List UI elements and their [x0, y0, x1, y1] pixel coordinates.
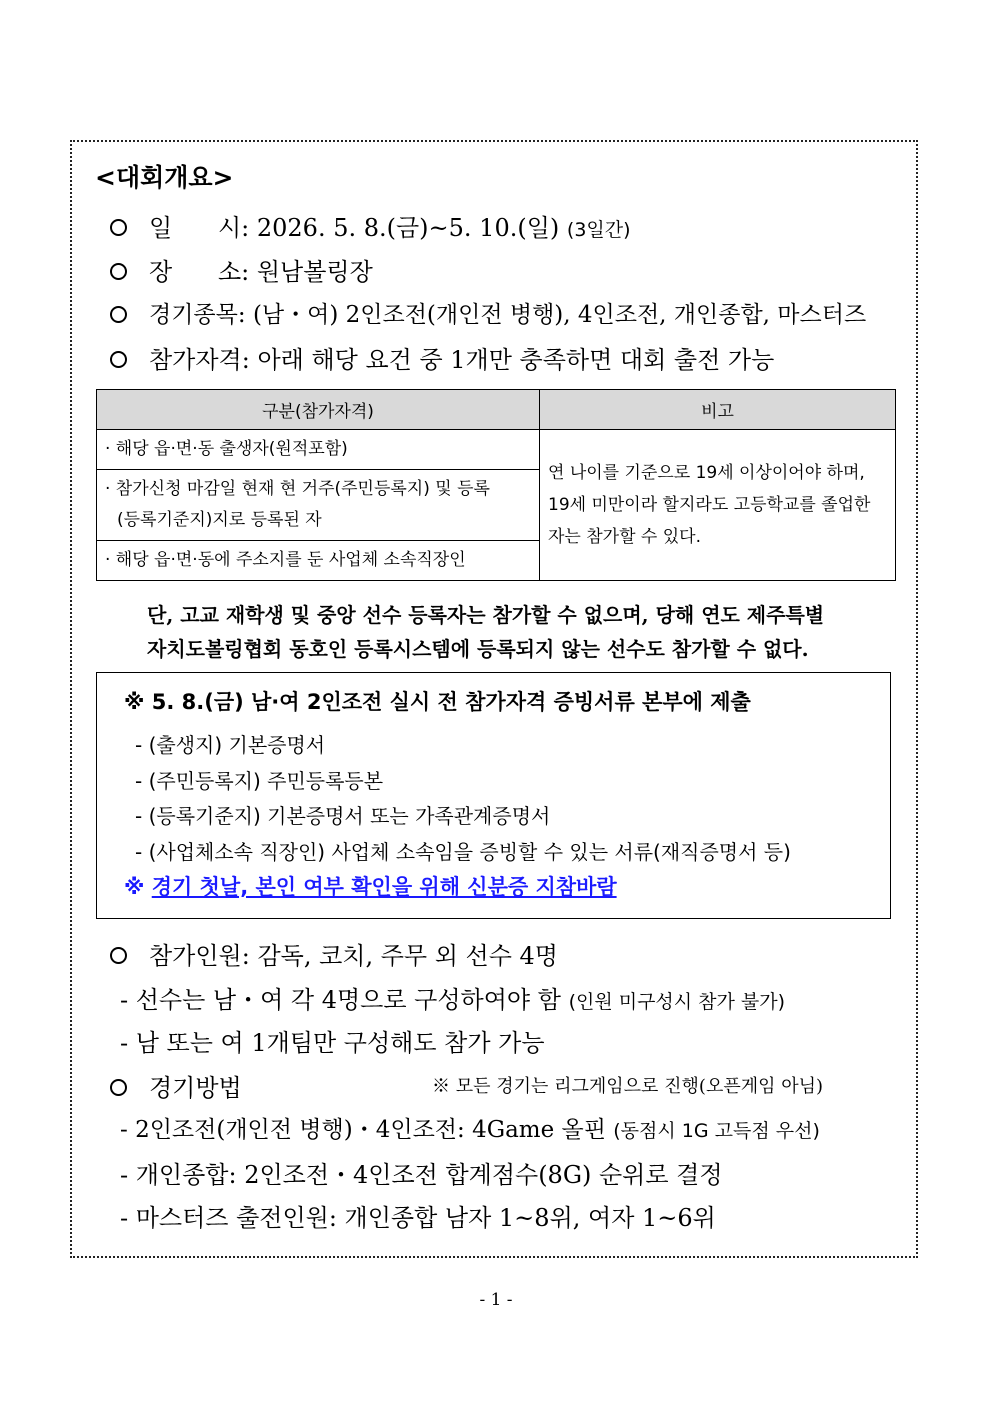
- method-line-1: [120, 1111, 820, 1144]
- circle-bullet-icon: [110, 1079, 127, 1096]
- participants-line-2: - 남 또는 여 1개팀만 구성해도 참가 가능: [120, 1029, 545, 1057]
- row-birthplace: · 해당 읍·면·동 출생자(원적포함): [105, 439, 348, 459]
- note-line: 자는 참가할 수 있다.: [548, 527, 701, 547]
- method-line-2: - 개인종합: 2인조전・4인조전 합계점수(8G) 순위로 결정: [120, 1161, 723, 1189]
- eligibility-label: 참가자격:: [149, 346, 250, 374]
- document-item: - (등록기준지) 기본증명서 또는 가족관계증명서: [135, 804, 551, 828]
- table-row: [97, 430, 540, 470]
- document-item: - (사업체소속 직장인) 사업체 소속임을 증빙할 수 있는 서류(재직증명서 등): [135, 840, 791, 864]
- restriction-note: [147, 598, 899, 666]
- eligibility-value: 아래 해당 요건 중 1개만 충족하면 대회 출전 가능: [257, 346, 775, 374]
- participants-value: 감독, 코치, 주무 외 선수 4명: [257, 942, 558, 970]
- schedule-value: 2026. 5. 8.(금)~5. 10.(일): [256, 214, 560, 242]
- participants-line-1: [120, 980, 785, 1015]
- restriction-line: 단, 고교 재학생 및 중앙 선수 등록자는 참가할 수 없으며, 당해 연도 제주특별: [147, 603, 825, 627]
- circle-bullet-icon: [110, 947, 127, 964]
- row-residence-cont: (등록기준지)지로 등록된 자: [117, 510, 322, 530]
- table-row: [97, 541, 540, 581]
- method-row: [110, 1068, 242, 1103]
- table-note-cell: [540, 430, 896, 581]
- circle-bullet-icon: [110, 263, 127, 280]
- method-rule-1-note: (동점시 1G 고득점 우선): [613, 1120, 820, 1142]
- schedule-note: (3일간): [566, 219, 631, 241]
- schedule-row: [110, 208, 631, 243]
- participants-rule-note: (인원 미구성시 참가 불가): [568, 991, 786, 1013]
- note-line: 연 나이를 기준으로 19세 이상이어야 하며,: [548, 463, 865, 483]
- participants-row: [110, 936, 558, 971]
- document-item: - (주민등록지) 주민등록등본: [135, 769, 384, 793]
- participants-rule: - 선수는 남・여 각 4명으로 구성하여야 함: [120, 986, 561, 1014]
- schedule-label: 일 시:: [149, 214, 250, 242]
- id-card-note: [124, 871, 617, 901]
- method-line-3: - 마스터즈 출전인원: 개인종합 남자 1~8위, 여자 1~6위: [120, 1204, 716, 1232]
- note-line: 19세 미만이라 할지라도 고등학교를 졸업한: [548, 495, 871, 515]
- id-card-note-text: 경기 첫날, 본인 여부 확인을 위해 신분증 지참바람: [151, 875, 617, 899]
- documents-header: ※ 5. 8.(금) 남·여 2인조전 실시 전 참가자격 증빙서류 본부에 제출: [124, 690, 751, 714]
- method-label: 경기방법: [149, 1074, 242, 1102]
- table-row: [97, 470, 540, 541]
- circle-bullet-icon: [110, 219, 127, 236]
- page-title: <대회개요>: [95, 163, 234, 192]
- row-residence: · 참가신청 마감일 현재 현 거주(주민등록지) 및 등록: [105, 479, 490, 499]
- method-note: ※ 모든 경기는 리그게임으로 진행(오픈게임 아님): [432, 1076, 824, 1097]
- row-workplace: · 해당 읍·면·동에 주소지를 둔 사업체 소속직장인: [105, 550, 466, 570]
- venue-value: 원남볼링장: [256, 258, 373, 286]
- events-label: 경기종목:: [149, 302, 246, 328]
- note-mark: ※: [124, 875, 145, 899]
- participants-label: 참가인원:: [149, 942, 250, 970]
- events-row: [110, 296, 866, 329]
- page-number: - 1 -: [479, 1290, 513, 1310]
- table-header-category: 구분(참가자격): [97, 390, 540, 430]
- eligibility-table: [96, 389, 896, 581]
- table-header-note: 비고: [540, 390, 896, 430]
- eligibility-row: [110, 340, 774, 375]
- document-item: - (출생지) 기본증명서: [135, 733, 326, 757]
- circle-bullet-icon: [110, 306, 127, 323]
- venue-row: [110, 252, 373, 287]
- restriction-line: 자치도볼링협회 동호인 등록시스템에 등록되지 않는 선수도 참가할 수 없다.: [147, 637, 809, 661]
- documents-box: [96, 672, 891, 919]
- events-value: (남・여) 2인조전(개인전 병행), 4인조전, 개인종합, 마스터즈: [252, 302, 867, 328]
- venue-label: 장 소:: [149, 258, 250, 286]
- method-rule-1: - 2인조전(개인전 병행)・4인조전: 4Game 올핀: [120, 1117, 606, 1143]
- circle-bullet-icon: [110, 351, 127, 368]
